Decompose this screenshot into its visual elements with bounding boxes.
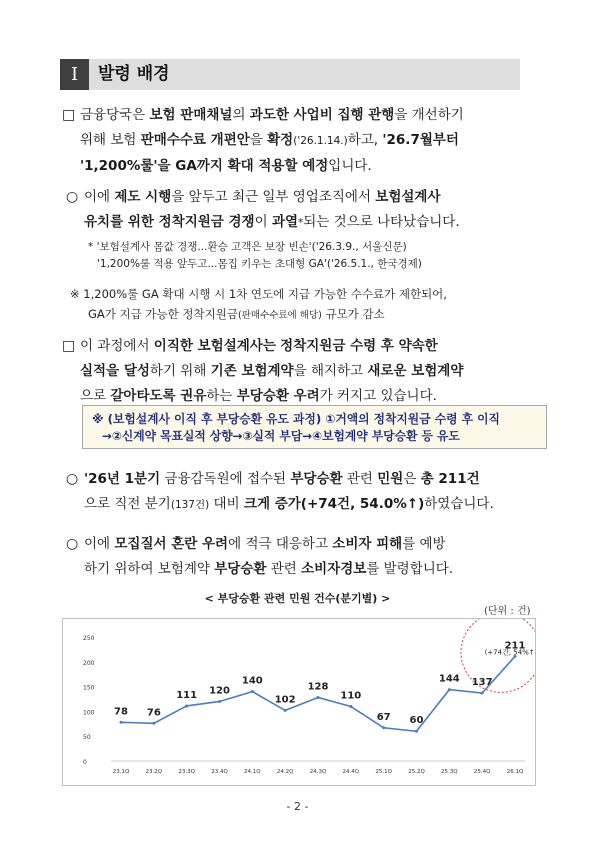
text-run: 관련 bbox=[342, 471, 378, 487]
p4-line1 bbox=[84, 467, 550, 492]
data-label: 140 bbox=[241, 675, 263, 687]
data-point bbox=[317, 696, 320, 699]
x-tick-label: 24.4Q bbox=[342, 769, 360, 775]
bold-text-run: 확정 bbox=[267, 132, 294, 148]
x-tick-label: 25.1Q bbox=[375, 769, 392, 775]
circle-bullet-icon: ○ bbox=[66, 536, 79, 552]
bold-text-run: 기존 보험계약 bbox=[210, 363, 294, 379]
text-run: 이에 bbox=[84, 536, 115, 552]
data-label: 111 bbox=[176, 689, 198, 701]
x-tick-label: 23.2Q bbox=[145, 769, 163, 775]
data-label: 60 bbox=[409, 715, 424, 727]
text-run: (137건) bbox=[170, 499, 210, 511]
callout-line1: ※ (보험설계사 이직 후 부당승환 유도 과정) ①거액의 정착지원금 수령 후 이직 bbox=[92, 412, 500, 426]
text-run: 이에 bbox=[84, 189, 115, 205]
paragraph-churning bbox=[80, 334, 550, 409]
bold-text-run: 부당승환 우려 bbox=[236, 388, 320, 404]
p1-line1 bbox=[80, 103, 550, 128]
x-tick-label: 25.3Q bbox=[441, 769, 458, 775]
bold-text-run: 보험 판매채널 bbox=[149, 107, 233, 123]
text-run: 하는 bbox=[206, 388, 237, 404]
data-label: 110 bbox=[340, 690, 362, 702]
data-label: 67 bbox=[376, 711, 391, 723]
bold-text-run: 제도 시행 bbox=[114, 189, 172, 205]
process-callout-text bbox=[92, 411, 542, 445]
footnote-line2: '1,200%룰 적용 앞두고...몸집 키우는 초대형 GA'('26.5.1., 한국경제) bbox=[97, 258, 422, 270]
y-tick-label: 100 bbox=[83, 709, 95, 717]
data-label: 120 bbox=[209, 685, 230, 697]
paragraph-intro bbox=[80, 103, 550, 179]
paragraph-alert bbox=[84, 532, 550, 582]
text-run: 가 커지고 있습니다. bbox=[319, 388, 437, 404]
bold-text-run: 과열 bbox=[271, 214, 299, 230]
bold-text-run: 민원 bbox=[377, 471, 404, 487]
text-run: 을 앞두고 최근 일부 영업조직에서 bbox=[171, 189, 376, 205]
y-tick-label: 50 bbox=[83, 734, 91, 742]
data-label: 102 bbox=[274, 694, 296, 706]
text-run: 은 bbox=[403, 471, 421, 487]
p1-line2 bbox=[80, 128, 550, 154]
bold-text-run: 정착지원금 경쟁 bbox=[158, 214, 255, 230]
data-label: 78 bbox=[114, 706, 128, 718]
bold-text-run: 유치를 위한 bbox=[84, 214, 159, 230]
data-point bbox=[251, 690, 254, 693]
data-point bbox=[349, 705, 352, 708]
text-run: 대비 bbox=[209, 496, 244, 512]
data-point bbox=[185, 704, 188, 707]
p3-line1 bbox=[80, 334, 550, 359]
text-run: 입니다. bbox=[328, 158, 372, 174]
paragraph-complaints bbox=[84, 467, 550, 518]
text-run: 을 해지하고 bbox=[293, 363, 368, 379]
bold-text-run: 판매수수료 개편안 bbox=[140, 132, 250, 148]
circle-bullet-icon: ○ bbox=[66, 471, 79, 487]
x-tick-label: 24.2Q bbox=[276, 769, 294, 775]
data-label: 144 bbox=[438, 673, 460, 685]
text-run: 하고, bbox=[347, 132, 383, 148]
bold-text-run: 소비자 피해 bbox=[332, 536, 403, 552]
p4-line2 bbox=[84, 492, 550, 518]
p1-line3 bbox=[80, 154, 550, 179]
data-label: 76 bbox=[146, 707, 161, 719]
text-run: 의 bbox=[232, 107, 250, 123]
bold-text-run: 소비자경보 bbox=[301, 561, 367, 577]
text-run: 하기 위해 bbox=[149, 363, 211, 379]
data-point bbox=[284, 709, 287, 712]
bold-text-run: 이직한 보험설계사는 bbox=[153, 338, 276, 354]
y-tick-label: 200 bbox=[83, 659, 95, 667]
bold-text-run: 보험설계사 bbox=[375, 189, 441, 205]
bold-text-run: (+74건, 54.0%↑) bbox=[300, 496, 425, 512]
text-run: 을 bbox=[249, 132, 268, 148]
data-label: 137 bbox=[471, 677, 493, 689]
text-run: 하였습니다. bbox=[424, 496, 494, 512]
section-title: 발령 배경 bbox=[98, 64, 170, 84]
p2-line2 bbox=[84, 210, 550, 236]
bold-text-run: 부당승환 bbox=[214, 561, 267, 577]
data-point bbox=[448, 688, 451, 691]
x-tick-label: 24.3Q bbox=[309, 769, 327, 775]
text-run: 에 적극 대응하고 bbox=[228, 536, 333, 552]
x-tick-label: 26.1Q bbox=[506, 769, 524, 775]
bold-text-run: '26년 1분기 bbox=[84, 471, 161, 487]
bold-text-run: '1,200%룰'을 GA까지 확대 적용할 예정 bbox=[80, 158, 329, 174]
y-tick-label: 150 bbox=[83, 684, 95, 692]
callout-line2: →②신계약 목표실적 상향→③실적 부담→④보험계약 부당승환 등 유도 bbox=[102, 429, 460, 443]
text-run: 으로 bbox=[80, 388, 111, 404]
x-tick-label: 24.1Q bbox=[244, 769, 261, 775]
data-point bbox=[152, 722, 155, 725]
bold-text-run: 과도한 사업비 집행 관행 bbox=[249, 107, 395, 123]
text-run: 금융감독원에 접수된 bbox=[160, 471, 291, 487]
text-run: 으로 직전 분기 bbox=[84, 496, 171, 512]
y-tick-label: 0 bbox=[83, 759, 87, 766]
bold-text-run: 실적을 달성 bbox=[80, 363, 150, 379]
page-number: - 2 - bbox=[286, 800, 309, 813]
footnote-line1: * '보험설계사 몸값 경쟁...환승 고객은 보장 빈손'('26.3.9., 서울신문) bbox=[88, 241, 407, 253]
y-tick-label: 250 bbox=[83, 635, 95, 642]
data-point bbox=[382, 726, 385, 729]
x-tick-label: 23.1Q bbox=[112, 769, 130, 775]
complaints-line-chart bbox=[63, 619, 535, 785]
data-point bbox=[415, 730, 418, 733]
bold-text-run: 총 211건 bbox=[420, 471, 480, 487]
x-tick-label: 25.4Q bbox=[473, 769, 491, 775]
data-point bbox=[481, 692, 484, 695]
x-tick-label: 23.3Q bbox=[178, 769, 195, 775]
footnote-news bbox=[88, 239, 548, 273]
chart-title: < 부당승환 관련 민원 건수(분기별) > bbox=[204, 592, 391, 605]
text-run: 이 bbox=[254, 214, 272, 230]
text-run: 을 개선하기 bbox=[394, 107, 464, 123]
bold-text-run: 모집질서 혼란 우려 bbox=[114, 536, 229, 552]
section-number: Ⅰ bbox=[60, 59, 89, 90]
bold-text-run: 크게 증가 bbox=[243, 496, 301, 512]
bold-text-run: '26.7월부터 bbox=[382, 132, 459, 148]
text-run: 이 과정에서 bbox=[80, 338, 154, 354]
text-run: 하기 위하여 보험계약 bbox=[84, 561, 215, 577]
chart-unit: (단위 : 건) bbox=[484, 606, 531, 617]
text-run: 관련 bbox=[266, 561, 302, 577]
note-reference bbox=[70, 284, 550, 326]
x-tick-label: 25.2Q bbox=[408, 769, 425, 775]
bold-text-run: 정착지원금 수령 후 약속한 bbox=[280, 338, 438, 354]
text-run: 되는 것으로 나타났습니다. bbox=[303, 214, 460, 230]
text-run: 를 예방 bbox=[402, 536, 446, 552]
chart-frame bbox=[62, 618, 536, 786]
text-run: * bbox=[298, 217, 304, 229]
data-point bbox=[120, 721, 123, 724]
square-bullet-icon: □ bbox=[62, 338, 76, 354]
bold-text-run: 갈아타도록 권유 bbox=[110, 388, 207, 404]
text-run: 위해 보험 bbox=[80, 132, 141, 148]
data-label: 128 bbox=[307, 681, 329, 693]
text-run: 금융당국은 bbox=[80, 107, 150, 123]
note-line2: GA가 지급 가능한 정착지원금(판매수수료에 해당) 규모가 감소 bbox=[88, 307, 385, 321]
circle-bullet-icon: ○ bbox=[66, 189, 79, 205]
data-label: 211 bbox=[504, 640, 526, 652]
text-run: ('26.1.14.) bbox=[293, 135, 348, 147]
text-run: 를 발령합니다. bbox=[366, 561, 454, 577]
paragraph-competition bbox=[84, 185, 550, 236]
p3-line2 bbox=[80, 359, 550, 384]
bold-text-run: 부당승환 bbox=[290, 471, 343, 487]
x-tick-label: 23.4Q bbox=[211, 769, 228, 775]
p5-line2 bbox=[84, 557, 550, 582]
p5-line1 bbox=[84, 532, 550, 557]
increase-annotation: (+74건, 54%↑) bbox=[484, 648, 535, 657]
square-bullet-icon: □ bbox=[62, 107, 76, 123]
p2-line1 bbox=[84, 185, 550, 210]
bold-text-run: 새로운 보험계약 bbox=[367, 363, 464, 379]
data-point bbox=[218, 700, 221, 703]
note-line1: ※ 1,200%룰 GA 확대 시행 시 1차 연도에 지급 가능한 수수료가 제한되어, bbox=[70, 287, 447, 301]
